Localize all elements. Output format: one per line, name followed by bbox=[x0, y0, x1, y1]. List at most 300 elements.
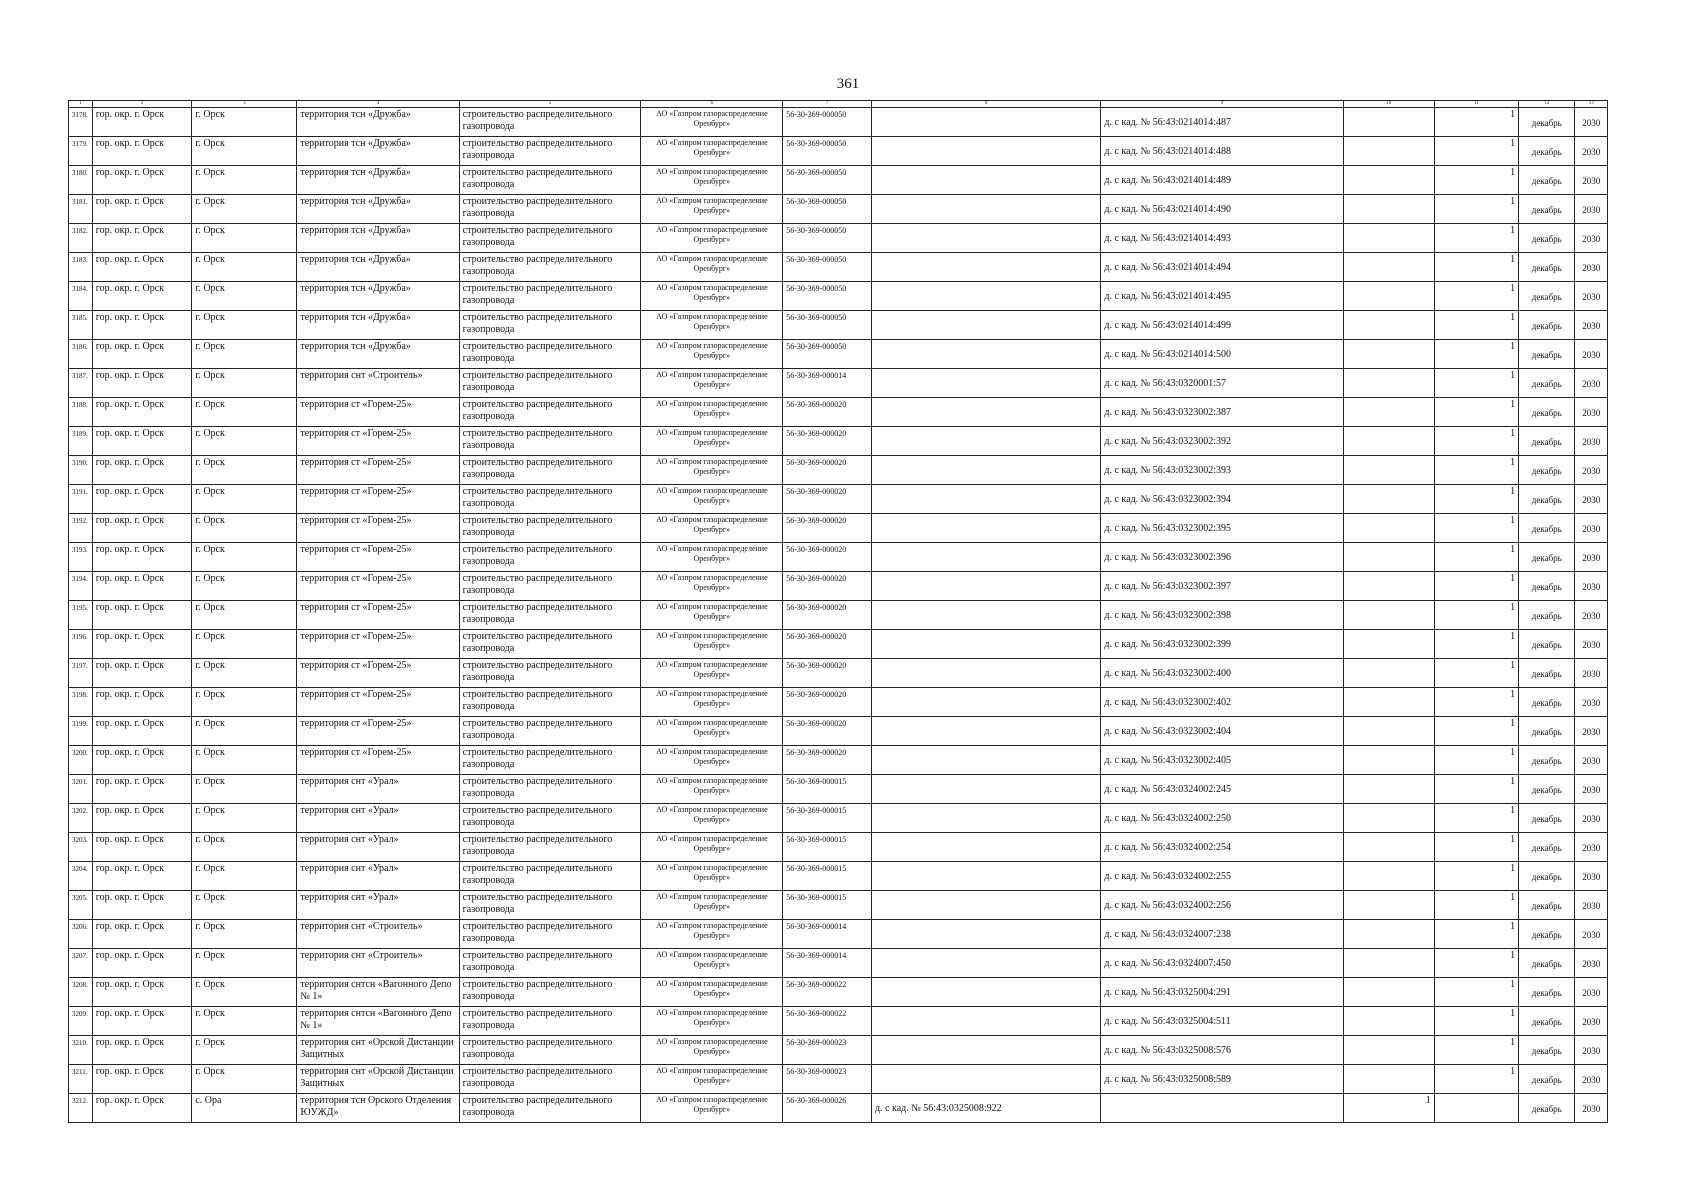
code-cell: 56-30-369-000020 bbox=[783, 630, 872, 659]
territory-cell: территория ст «Горем-25» bbox=[297, 398, 459, 427]
purpose-cell: строительство распределительного газопровода bbox=[459, 311, 641, 340]
code-cell: 56-30-369-000015 bbox=[783, 833, 872, 862]
quantity-cell: 1 bbox=[1434, 427, 1518, 456]
column-10-cell: 1 bbox=[1343, 1094, 1434, 1123]
code-cell: 56-30-369-000050 bbox=[783, 224, 872, 253]
column-8-cell bbox=[871, 746, 1100, 775]
month-cell: декабрь bbox=[1519, 166, 1575, 195]
district-cell: гор. окр. г. Орск bbox=[92, 456, 192, 485]
year-cell: 2030 bbox=[1575, 572, 1608, 601]
row-number: 3201. bbox=[69, 775, 93, 804]
month-cell: декабрь bbox=[1519, 1065, 1575, 1094]
code-cell: 56-30-369-000050 bbox=[783, 311, 872, 340]
quantity-cell: 1 bbox=[1434, 108, 1518, 137]
organization-cell: АО «Газпром газораспределение Оренбург» bbox=[641, 978, 783, 1007]
column-8-cell bbox=[871, 920, 1100, 949]
purpose-cell: строительство распределительного газопровода bbox=[459, 543, 641, 572]
territory-cell: территория ст «Горем-25» bbox=[297, 485, 459, 514]
month-cell: декабрь bbox=[1519, 1007, 1575, 1036]
cadastral-cell: д. с кад. № 56:43:0324002:254 bbox=[1101, 833, 1343, 862]
cadastral-cell: д. с кад. № 56:43:0325004:511 bbox=[1101, 1007, 1343, 1036]
column-8-cell bbox=[871, 224, 1100, 253]
district-cell: гор. окр. г. Орск bbox=[92, 1036, 192, 1065]
settlement-cell: г. Орск bbox=[192, 746, 297, 775]
code-cell: 56-30-369-000050 bbox=[783, 166, 872, 195]
purpose-cell: строительство распределительного газопровода bbox=[459, 137, 641, 166]
district-cell: гор. окр. г. Орск bbox=[92, 775, 192, 804]
month-cell: декабрь bbox=[1519, 398, 1575, 427]
month-cell: декабрь bbox=[1519, 978, 1575, 1007]
row-number: 3179. bbox=[69, 137, 93, 166]
month-cell: декабрь bbox=[1519, 601, 1575, 630]
quantity-cell: 1 bbox=[1434, 398, 1518, 427]
quantity-cell: 1 bbox=[1434, 195, 1518, 224]
row-number: 3210. bbox=[69, 1036, 93, 1065]
year-cell: 2030 bbox=[1575, 920, 1608, 949]
table-row bbox=[69, 253, 1608, 282]
table-row bbox=[69, 920, 1608, 949]
code-cell: 56-30-369-000020 bbox=[783, 514, 872, 543]
year-cell: 2030 bbox=[1575, 978, 1608, 1007]
district-cell: гор. окр. г. Орск bbox=[92, 195, 192, 224]
year-cell: 2030 bbox=[1575, 514, 1608, 543]
year-cell: 2030 bbox=[1575, 717, 1608, 746]
district-cell: гор. окр. г. Орск bbox=[92, 108, 192, 137]
district-cell: гор. окр. г. Орск bbox=[92, 514, 192, 543]
purpose-cell: строительство распределительного газопровода bbox=[459, 369, 641, 398]
district-cell: гор. окр. г. Орск bbox=[92, 978, 192, 1007]
column-10-cell bbox=[1343, 659, 1434, 688]
cadastral-cell: д. с кад. № 56:43:0214014:494 bbox=[1101, 253, 1343, 282]
cadastral-cell: д. с кад. № 56:43:0323002:405 bbox=[1101, 746, 1343, 775]
purpose-cell: строительство распределительного газопровода bbox=[459, 659, 641, 688]
district-cell: гор. окр. г. Орск bbox=[92, 717, 192, 746]
column-number: 2 bbox=[92, 101, 192, 108]
organization-cell: АО «Газпром газораспределение Оренбург» bbox=[641, 1036, 783, 1065]
territory-cell: территория снтсн «Вагонного Депо № 1» bbox=[297, 978, 459, 1007]
organization-cell: АО «Газпром газораспределение Оренбург» bbox=[641, 543, 783, 572]
district-cell: гор. окр. г. Орск bbox=[92, 1007, 192, 1036]
month-cell: декабрь bbox=[1519, 340, 1575, 369]
territory-cell: территория ст «Горем-25» bbox=[297, 659, 459, 688]
quantity-cell: 1 bbox=[1434, 601, 1518, 630]
purpose-cell: строительство распределительного газопровода bbox=[459, 340, 641, 369]
purpose-cell: строительство распределительного газопровода bbox=[459, 804, 641, 833]
table-row bbox=[69, 514, 1608, 543]
territory-cell: территория снтсн «Вагонного Депо № 1» bbox=[297, 1007, 459, 1036]
organization-cell: АО «Газпром газораспределение Оренбург» bbox=[641, 1094, 783, 1123]
district-cell: гор. окр. г. Орск bbox=[92, 398, 192, 427]
table-row bbox=[69, 485, 1608, 514]
district-cell: гор. окр. г. Орск bbox=[92, 891, 192, 920]
column-8-cell bbox=[871, 1007, 1100, 1036]
table-row bbox=[69, 137, 1608, 166]
row-number: 3205. bbox=[69, 891, 93, 920]
organization-cell: АО «Газпром газораспределение Оренбург» bbox=[641, 108, 783, 137]
month-cell: декабрь bbox=[1519, 1094, 1575, 1123]
quantity-cell: 1 bbox=[1434, 688, 1518, 717]
settlement-cell: г. Орск bbox=[192, 108, 297, 137]
month-cell: декабрь bbox=[1519, 833, 1575, 862]
organization-cell: АО «Газпром газораспределение Оренбург» bbox=[641, 862, 783, 891]
row-number: 3183. bbox=[69, 253, 93, 282]
column-8-cell bbox=[871, 137, 1100, 166]
territory-cell: территория снт «Урал» bbox=[297, 862, 459, 891]
purpose-cell: строительство распределительного газопровода bbox=[459, 746, 641, 775]
column-10-cell bbox=[1343, 717, 1434, 746]
territory-cell: территория тсн «Дружба» bbox=[297, 282, 459, 311]
organization-cell: АО «Газпром газораспределение Оренбург» bbox=[641, 311, 783, 340]
month-cell: декабрь bbox=[1519, 514, 1575, 543]
table-row bbox=[69, 717, 1608, 746]
quantity-cell: 1 bbox=[1434, 224, 1518, 253]
column-10-cell bbox=[1343, 514, 1434, 543]
year-cell: 2030 bbox=[1575, 224, 1608, 253]
cadastral-cell: д. с кад. № 56:43:0325008:589 bbox=[1101, 1065, 1343, 1094]
settlement-cell: г. Орск bbox=[192, 659, 297, 688]
year-cell: 2030 bbox=[1575, 804, 1608, 833]
column-10-cell bbox=[1343, 1065, 1434, 1094]
purpose-cell: строительство распределительного газопровода bbox=[459, 1065, 641, 1094]
column-10-cell bbox=[1343, 195, 1434, 224]
organization-cell: АО «Газпром газораспределение Оренбург» bbox=[641, 137, 783, 166]
page-number: 361 bbox=[836, 76, 860, 92]
code-cell: 56-30-369-000015 bbox=[783, 775, 872, 804]
column-8-cell bbox=[871, 1065, 1100, 1094]
table-row bbox=[69, 746, 1608, 775]
month-cell: декабрь bbox=[1519, 862, 1575, 891]
organization-cell: АО «Газпром газораспределение Оренбург» bbox=[641, 833, 783, 862]
settlement-cell: г. Орск bbox=[192, 543, 297, 572]
organization-cell: АО «Газпром газораспределение Оренбург» bbox=[641, 398, 783, 427]
table-row bbox=[69, 601, 1608, 630]
quantity-cell: 1 bbox=[1434, 137, 1518, 166]
settlement-cell: г. Орск bbox=[192, 398, 297, 427]
code-cell: 56-30-369-000020 bbox=[783, 717, 872, 746]
district-cell: гор. окр. г. Орск bbox=[92, 369, 192, 398]
column-8-cell bbox=[871, 775, 1100, 804]
table-row bbox=[69, 369, 1608, 398]
month-cell: декабрь bbox=[1519, 427, 1575, 456]
organization-cell: АО «Газпром газораспределение Оренбург» bbox=[641, 514, 783, 543]
column-8-cell bbox=[871, 804, 1100, 833]
organization-cell: АО «Газпром газораспределение Оренбург» bbox=[641, 1065, 783, 1094]
purpose-cell: строительство распределительного газопровода bbox=[459, 833, 641, 862]
territory-cell: территория тсн «Дружба» bbox=[297, 253, 459, 282]
column-number: 4 bbox=[297, 101, 459, 108]
table-row bbox=[69, 659, 1608, 688]
column-number: 10 bbox=[1343, 101, 1434, 108]
code-cell: 56-30-369-000050 bbox=[783, 108, 872, 137]
cadastral-cell: д. с кад. № 56:43:0325008:576 bbox=[1101, 1036, 1343, 1065]
row-number: 3209. bbox=[69, 1007, 93, 1036]
quantity-cell: 1 bbox=[1434, 833, 1518, 862]
code-cell: 56-30-369-000015 bbox=[783, 862, 872, 891]
quantity-cell: 1 bbox=[1434, 659, 1518, 688]
column-8-cell bbox=[871, 891, 1100, 920]
column-number: 12 bbox=[1519, 101, 1575, 108]
organization-cell: АО «Газпром газораспределение Оренбург» bbox=[641, 340, 783, 369]
quantity-cell: 1 bbox=[1434, 1036, 1518, 1065]
row-number: 3178. bbox=[69, 108, 93, 137]
cadastral-cell: д. с кад. № 56:43:0324002:250 bbox=[1101, 804, 1343, 833]
settlement-cell: г. Орск bbox=[192, 514, 297, 543]
quantity-cell: 1 bbox=[1434, 1007, 1518, 1036]
column-8-cell bbox=[871, 717, 1100, 746]
quantity-cell: 1 bbox=[1434, 485, 1518, 514]
cadastral-cell: д. с кад. № 56:43:0214014:488 bbox=[1101, 137, 1343, 166]
month-cell: декабрь bbox=[1519, 485, 1575, 514]
territory-cell: территория снт «Урал» bbox=[297, 775, 459, 804]
table-row bbox=[69, 398, 1608, 427]
column-10-cell bbox=[1343, 398, 1434, 427]
settlement-cell: г. Орск bbox=[192, 369, 297, 398]
code-cell: 56-30-369-000015 bbox=[783, 804, 872, 833]
year-cell: 2030 bbox=[1575, 746, 1608, 775]
row-number: 3200. bbox=[69, 746, 93, 775]
column-10-cell bbox=[1343, 601, 1434, 630]
month-cell: декабрь bbox=[1519, 688, 1575, 717]
table-row bbox=[69, 688, 1608, 717]
row-number: 3182. bbox=[69, 224, 93, 253]
column-8-cell bbox=[871, 311, 1100, 340]
column-10-cell bbox=[1343, 920, 1434, 949]
year-cell: 2030 bbox=[1575, 601, 1608, 630]
district-cell: гор. окр. г. Орск bbox=[92, 804, 192, 833]
column-10-cell bbox=[1343, 311, 1434, 340]
cadastral-cell: д. с кад. № 56:43:0324002:245 bbox=[1101, 775, 1343, 804]
organization-cell: АО «Газпром газораспределение Оренбург» bbox=[641, 224, 783, 253]
cadastral-cell: д. с кад. № 56:43:0323002:396 bbox=[1101, 543, 1343, 572]
cadastral-cell: д. с кад. № 56:43:0323002:387 bbox=[1101, 398, 1343, 427]
year-cell: 2030 bbox=[1575, 1036, 1608, 1065]
cadastral-cell: д. с кад. № 56:43:0323002:394 bbox=[1101, 485, 1343, 514]
column-10-cell bbox=[1343, 833, 1434, 862]
year-cell: 2030 bbox=[1575, 137, 1608, 166]
territory-cell: территория ст «Горем-25» bbox=[297, 543, 459, 572]
table-row bbox=[69, 572, 1608, 601]
territory-cell: территория снт «Урал» bbox=[297, 804, 459, 833]
table-row bbox=[69, 224, 1608, 253]
purpose-cell: строительство распределительного газопровода bbox=[459, 775, 641, 804]
column-8-cell bbox=[871, 659, 1100, 688]
quantity-cell: 1 bbox=[1434, 862, 1518, 891]
settlement-cell: г. Орск bbox=[192, 224, 297, 253]
district-cell: гор. окр. г. Орск bbox=[92, 630, 192, 659]
column-8-cell bbox=[871, 195, 1100, 224]
column-number: 3 bbox=[192, 101, 297, 108]
settlement-cell: г. Орск bbox=[192, 978, 297, 1007]
table-row bbox=[69, 195, 1608, 224]
purpose-cell: строительство распределительного газопровода bbox=[459, 1007, 641, 1036]
cadastral-cell: д. с кад. № 56:43:0320001:57 bbox=[1101, 369, 1343, 398]
organization-cell: АО «Газпром газораспределение Оренбург» bbox=[641, 253, 783, 282]
table-row bbox=[69, 1007, 1608, 1036]
year-cell: 2030 bbox=[1575, 108, 1608, 137]
code-cell: 56-30-369-000022 bbox=[783, 1007, 872, 1036]
settlement-cell: г. Орск bbox=[192, 891, 297, 920]
code-cell: 56-30-369-000023 bbox=[783, 1036, 872, 1065]
cadastral-cell bbox=[1101, 1094, 1343, 1123]
purpose-cell: строительство распределительного газопровода bbox=[459, 891, 641, 920]
column-8-cell bbox=[871, 862, 1100, 891]
code-cell: 56-30-369-000014 bbox=[783, 369, 872, 398]
territory-cell: территория ст «Горем-25» bbox=[297, 717, 459, 746]
column-10-cell bbox=[1343, 1036, 1434, 1065]
column-8-cell bbox=[871, 253, 1100, 282]
purpose-cell: строительство распределительного газопровода bbox=[459, 253, 641, 282]
register-table bbox=[68, 100, 1608, 1123]
table-row bbox=[69, 1065, 1608, 1094]
district-cell: гор. окр. г. Орск bbox=[92, 137, 192, 166]
row-number: 3203. bbox=[69, 833, 93, 862]
column-8-cell bbox=[871, 514, 1100, 543]
quantity-cell: 1 bbox=[1434, 891, 1518, 920]
column-8-cell bbox=[871, 485, 1100, 514]
month-cell: декабрь bbox=[1519, 630, 1575, 659]
column-10-cell bbox=[1343, 340, 1434, 369]
column-8-cell bbox=[871, 543, 1100, 572]
territory-cell: территория снт «Урал» bbox=[297, 833, 459, 862]
month-cell: декабрь bbox=[1519, 1036, 1575, 1065]
organization-cell: АО «Газпром газораспределение Оренбург» bbox=[641, 659, 783, 688]
district-cell: гор. окр. г. Орск bbox=[92, 485, 192, 514]
cadastral-cell: д. с кад. № 56:43:0323002:395 bbox=[1101, 514, 1343, 543]
quantity-cell: 1 bbox=[1434, 949, 1518, 978]
territory-cell: территория ст «Горем-25» bbox=[297, 514, 459, 543]
territory-cell: территория тсн «Дружба» bbox=[297, 224, 459, 253]
organization-cell: АО «Газпром газораспределение Оренбург» bbox=[641, 717, 783, 746]
purpose-cell: строительство распределительного газопровода bbox=[459, 514, 641, 543]
year-cell: 2030 bbox=[1575, 833, 1608, 862]
organization-cell: АО «Газпром газораспределение Оренбург» bbox=[641, 920, 783, 949]
row-number: 3197. bbox=[69, 659, 93, 688]
table-row bbox=[69, 108, 1608, 137]
settlement-cell: г. Орск bbox=[192, 804, 297, 833]
settlement-cell: г. Орск bbox=[192, 485, 297, 514]
row-number: 3180. bbox=[69, 166, 93, 195]
district-cell: гор. окр. г. Орск bbox=[92, 949, 192, 978]
year-cell: 2030 bbox=[1575, 311, 1608, 340]
column-8-cell bbox=[871, 456, 1100, 485]
purpose-cell: строительство распределительного газопровода bbox=[459, 456, 641, 485]
column-10-cell bbox=[1343, 456, 1434, 485]
organization-cell: АО «Газпром газораспределение Оренбург» bbox=[641, 427, 783, 456]
code-cell: 56-30-369-000020 bbox=[783, 746, 872, 775]
column-number: 11 bbox=[1434, 101, 1518, 108]
cadastral-cell: д. с кад. № 56:43:0323002:397 bbox=[1101, 572, 1343, 601]
row-number: 3184. bbox=[69, 282, 93, 311]
settlement-cell: г. Орск bbox=[192, 311, 297, 340]
settlement-cell: г. Орск bbox=[192, 137, 297, 166]
cadastral-cell: д. с кад. № 56:43:0214014:490 bbox=[1101, 195, 1343, 224]
column-10-cell bbox=[1343, 224, 1434, 253]
district-cell: гор. окр. г. Орск bbox=[92, 920, 192, 949]
row-number: 3186. bbox=[69, 340, 93, 369]
district-cell: гор. окр. г. Орск bbox=[92, 601, 192, 630]
table-row bbox=[69, 862, 1608, 891]
organization-cell: АО «Газпром газораспределение Оренбург» bbox=[641, 485, 783, 514]
cadastral-cell: д. с кад. № 56:43:0324007:450 bbox=[1101, 949, 1343, 978]
column-10-cell bbox=[1343, 688, 1434, 717]
register-body bbox=[69, 101, 1608, 1123]
year-cell: 2030 bbox=[1575, 949, 1608, 978]
row-number: 3196. bbox=[69, 630, 93, 659]
settlement-cell: г. Орск bbox=[192, 340, 297, 369]
settlement-cell: г. Орск bbox=[192, 688, 297, 717]
cadastral-cell: д. с кад. № 56:43:0324007:238 bbox=[1101, 920, 1343, 949]
settlement-cell: г. Орск bbox=[192, 456, 297, 485]
settlement-cell: г. Орск bbox=[192, 166, 297, 195]
code-cell: 56-30-369-000020 bbox=[783, 456, 872, 485]
territory-cell: территория ст «Горем-25» bbox=[297, 746, 459, 775]
settlement-cell: г. Орск bbox=[192, 862, 297, 891]
settlement-cell: г. Орск bbox=[192, 775, 297, 804]
table-row bbox=[69, 804, 1608, 833]
row-number: 3194. bbox=[69, 572, 93, 601]
table-row bbox=[69, 427, 1608, 456]
district-cell: гор. окр. г. Орск bbox=[92, 427, 192, 456]
district-cell: гор. окр. г. Орск bbox=[92, 746, 192, 775]
month-cell: декабрь bbox=[1519, 775, 1575, 804]
organization-cell: АО «Газпром газораспределение Оренбург» bbox=[641, 891, 783, 920]
district-cell: гор. окр. г. Орск bbox=[92, 543, 192, 572]
table-row bbox=[69, 978, 1608, 1007]
code-cell: 56-30-369-000022 bbox=[783, 978, 872, 1007]
territory-cell: территория ст «Горем-25» bbox=[297, 601, 459, 630]
territory-cell: территория снт «Строитель» bbox=[297, 949, 459, 978]
organization-cell: АО «Газпром газораспределение Оренбург» bbox=[641, 195, 783, 224]
purpose-cell: строительство распределительного газопровода bbox=[459, 949, 641, 978]
code-cell: 56-30-369-000050 bbox=[783, 137, 872, 166]
table-row bbox=[69, 630, 1608, 659]
column-10-cell bbox=[1343, 949, 1434, 978]
purpose-cell: строительство распределительного газопровода bbox=[459, 688, 641, 717]
row-number: 3193. bbox=[69, 543, 93, 572]
table-row bbox=[69, 282, 1608, 311]
column-10-cell bbox=[1343, 485, 1434, 514]
organization-cell: АО «Газпром газораспределение Оренбург» bbox=[641, 369, 783, 398]
column-8-cell: д. с кад. № 56:43:0325008:922 bbox=[871, 1094, 1100, 1123]
year-cell: 2030 bbox=[1575, 775, 1608, 804]
organization-cell: АО «Газпром газораспределение Оренбург» bbox=[641, 166, 783, 195]
row-number: 3208. bbox=[69, 978, 93, 1007]
territory-cell: территория тсн «Дружба» bbox=[297, 108, 459, 137]
row-number: 3199. bbox=[69, 717, 93, 746]
organization-cell: АО «Газпром газораспределение Оренбург» bbox=[641, 630, 783, 659]
column-8-cell bbox=[871, 688, 1100, 717]
row-number: 3190. bbox=[69, 456, 93, 485]
settlement-cell: г. Орск bbox=[192, 282, 297, 311]
quantity-cell bbox=[1434, 1094, 1518, 1123]
row-number: 3195. bbox=[69, 601, 93, 630]
column-8-cell bbox=[871, 978, 1100, 1007]
territory-cell: территория ст «Горем-25» bbox=[297, 456, 459, 485]
month-cell: декабрь bbox=[1519, 746, 1575, 775]
purpose-cell: строительство распределительного газопровода bbox=[459, 630, 641, 659]
column-number: 6 bbox=[641, 101, 783, 108]
quantity-cell: 1 bbox=[1434, 1065, 1518, 1094]
code-cell: 56-30-369-000020 bbox=[783, 572, 872, 601]
column-10-cell bbox=[1343, 282, 1434, 311]
month-cell: декабрь bbox=[1519, 804, 1575, 833]
cadastral-cell: д. с кад. № 56:43:0214014:495 bbox=[1101, 282, 1343, 311]
code-cell: 56-30-369-000014 bbox=[783, 920, 872, 949]
district-cell: гор. окр. г. Орск bbox=[92, 688, 192, 717]
column-10-cell bbox=[1343, 369, 1434, 398]
territory-cell: территория ст «Горем-25» bbox=[297, 427, 459, 456]
code-cell: 56-30-369-000020 bbox=[783, 543, 872, 572]
